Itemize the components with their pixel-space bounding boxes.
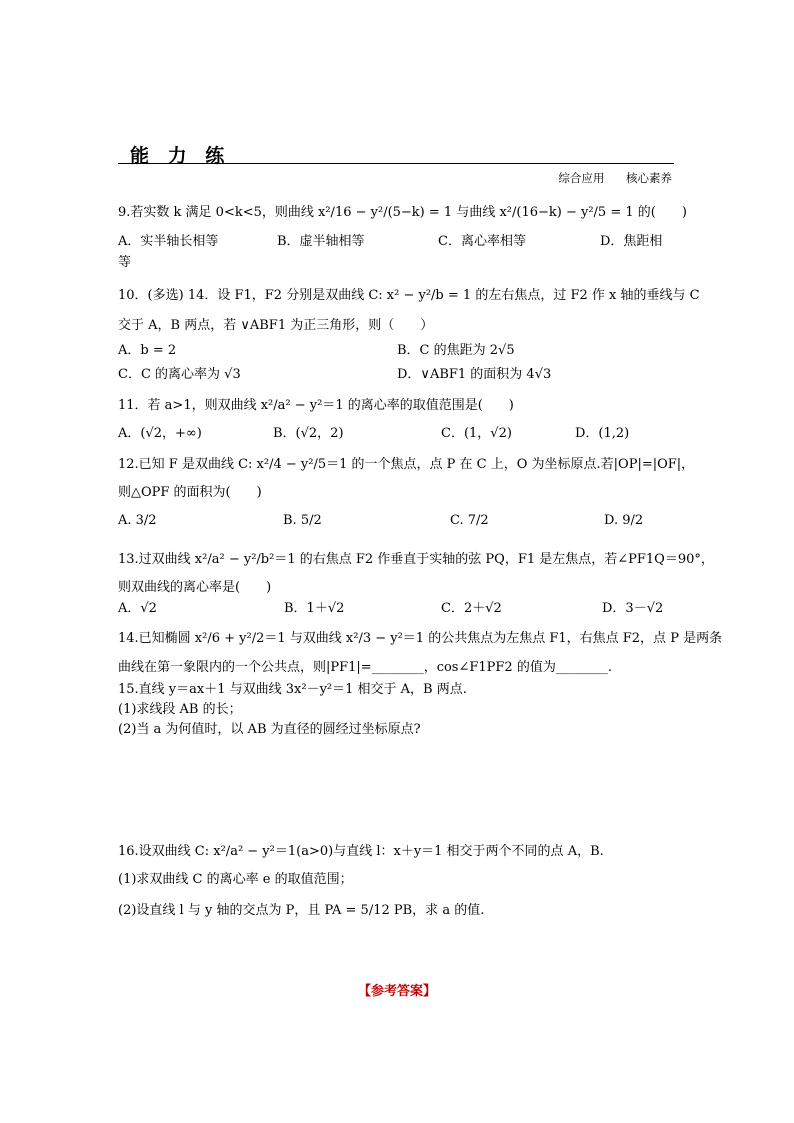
q16-part1: (1)求双曲线 C 的离心率 e 的取值范围；	[118, 872, 353, 887]
q13-option-c: C．2＋√2	[441, 601, 502, 616]
q14-line1: 14.已知椭圆 x²/6 + y²/2＝1 与双曲线 x²/3 − y²＝1 的公共焦点为左焦点 F1，右焦点 F2，点 P 是两条	[118, 631, 723, 646]
q10-line1: 10．(多选) 14．设 F1，F2 分别是双曲线 C: x² − y²/b = 1 的左右焦点，过 F2 作 x 轴的垂线与 C	[118, 288, 700, 303]
q13-option-a: A．√2	[118, 601, 157, 616]
q9-stem: 9.若实数 k 满足 0<k<5，则曲线 x²/16 − y²/(5−k) = 1 与曲线 x²/(16−k) − y²/5 = 1 的( )	[118, 205, 687, 220]
q11-option-a: A．(√2，+∞)	[118, 426, 202, 441]
q9-option-b: B．虚半轴相等	[277, 234, 365, 249]
header-rule	[118, 163, 674, 164]
q9-option-d: D．焦距相	[600, 234, 663, 249]
q15-part2: (2)当 a 为何值时，以 AB 为直径的圆经过坐标原点?	[118, 722, 421, 737]
tag-core-literacy: 核心素养	[626, 171, 672, 185]
q12-option-d: D. 9/2	[604, 513, 644, 528]
q10-option-c: C．C 的离心率为 √3	[118, 367, 241, 382]
q11-option-d: D．(1,2)	[575, 426, 630, 441]
section-title: 能 力 练	[130, 145, 231, 167]
q10-option-d: D．∨ABF1 的面积为 4√3	[397, 367, 552, 382]
tag-comprehensive: 综合应用	[558, 171, 605, 185]
q10-option-a: A．b = 2	[118, 343, 177, 358]
q10-option-b: B．C 的焦距为 2√5	[397, 343, 515, 358]
q12-option-c: C. 7/2	[450, 513, 489, 528]
q13-option-b: B．1＋√2	[284, 601, 345, 616]
section-tags	[540, 170, 672, 186]
q13-option-d: D．3－√2	[602, 601, 664, 616]
q9-option-c: C．离心率相等	[438, 234, 526, 249]
q13-line1: 13.过双曲线 x²/a² − y²/b²＝1 的右焦点 F2 作垂直于实轴的弦 PQ，F1 是左焦点，若∠PF1Q＝90°，	[118, 552, 714, 567]
q12-option-a: A. 3/2	[118, 513, 157, 528]
q12-option-b: B. 5/2	[283, 513, 322, 528]
q16-part2: (2)设直线 l 与 y 轴的交点为 P，且 PA = 5/12 PB，求 a 的值.	[118, 903, 485, 918]
answer-section-title: 【参考答案】	[357, 984, 436, 999]
q16-stem: 16.设双曲线 C: x²/a² − y²＝1(a>0)与直线 l：x＋y＝1 相交于两个不同的点 A，B.	[118, 844, 604, 859]
q11-stem: 11．若 a>1，则双曲线 x²/a² − y²＝1 的离心率的取值范围是( )	[118, 398, 514, 413]
q12-line1: 12.已知 F 是双曲线 C: x²/4 − y²/5＝1 的一个焦点，点 P 在 C 上，O 为坐标原点.若|OP|=|OF|，	[118, 457, 695, 472]
q10-line2: 交于 A，B 两点，若 ∨ABF1 为正三角形，则（ ）	[118, 318, 434, 333]
q15-part1: (1)求线段 AB 的长；	[118, 702, 242, 717]
q11-option-c: C．(1，√2)	[441, 426, 512, 441]
q15-stem: 15.直线 y＝ax＋1 与双曲线 3x²－y²＝1 相交于 A，B 两点.	[118, 682, 467, 697]
q12-line2: 则△OPF 的面积为( )	[118, 485, 262, 500]
q11-option-b: B．(√2，2)	[273, 426, 344, 441]
q9-option-a: A．实半轴长相等	[118, 234, 219, 249]
q9-option-d-wrap: 等	[118, 255, 132, 270]
q13-line2: 则双曲线的离心率是( )	[118, 580, 272, 595]
q14-line2: 曲线在第一象限内的一个公共点，则|PF1|=________，cos∠F1PF2 的值为________.	[118, 660, 612, 675]
